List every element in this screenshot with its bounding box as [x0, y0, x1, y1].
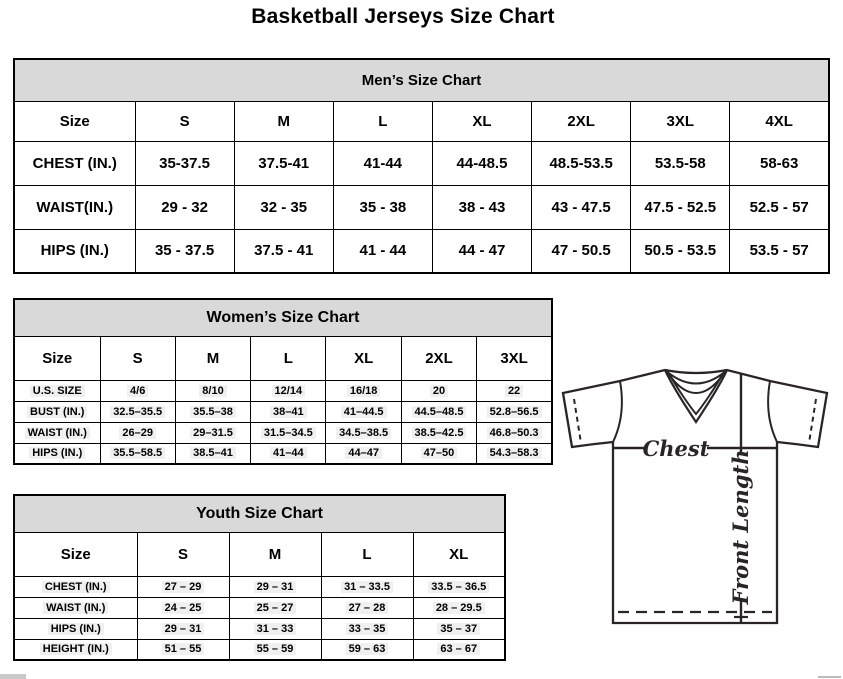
col-header-xl: XL	[413, 532, 505, 576]
table-row-chest	[14, 141, 829, 185]
size-value-cell: 41 - 44	[333, 229, 432, 273]
col-header-m: M	[234, 101, 333, 141]
size-value-cell: 47–50	[401, 443, 476, 464]
table-caption-row	[14, 59, 829, 101]
col-header-2xl: 2XL	[532, 101, 631, 141]
size-value-cell: 28 – 29.5	[413, 597, 505, 618]
size-value-cell: 38–41	[251, 401, 326, 422]
col-header-m: M	[229, 532, 321, 576]
size-value-cell: 47 - 50.5	[532, 229, 631, 273]
size-value-cell: 22	[477, 380, 552, 401]
size-value-cell: 35 – 37	[413, 618, 505, 639]
col-header-l: L	[321, 532, 413, 576]
table-row-hips	[14, 618, 505, 639]
col-header-size: Size	[14, 532, 137, 576]
youth-size-chart-table	[13, 494, 506, 661]
size-value-cell: 63 – 67	[413, 639, 505, 660]
size-value-cell: 35-37.5	[135, 141, 234, 185]
col-header-l: L	[251, 336, 326, 380]
col-header-s: S	[137, 532, 229, 576]
size-value-cell: 52.8–56.5	[477, 401, 552, 422]
size-value-cell: 27 – 29	[137, 576, 229, 597]
size-value-cell: 26–29	[100, 422, 175, 443]
table-row-height	[14, 639, 505, 660]
row-label: CHEST (IN.)	[14, 576, 137, 597]
header-row	[14, 336, 552, 380]
size-value-cell: 44-48.5	[432, 141, 531, 185]
table-row-waist	[14, 185, 829, 229]
col-header-s: S	[100, 336, 175, 380]
table-row-waist	[14, 422, 552, 443]
col-header-2xl: 2XL	[401, 336, 476, 380]
size-value-cell: 31.5–34.5	[251, 422, 326, 443]
size-value-cell: 25 – 27	[229, 597, 321, 618]
size-value-cell: 29–31.5	[175, 422, 250, 443]
header-row	[14, 532, 505, 576]
size-value-cell: 8/10	[175, 380, 250, 401]
size-value-cell: 54.3–58.3	[477, 443, 552, 464]
jersey-measurement-diagram	[555, 360, 843, 679]
size-value-cell: 41–44.5	[326, 401, 401, 422]
size-value-cell: 53.5 - 57	[730, 229, 829, 273]
size-value-cell: 29 – 31	[137, 618, 229, 639]
scrollbar-fragment-right[interactable]	[818, 676, 841, 678]
size-value-cell: 31 – 33	[229, 618, 321, 639]
header-row	[14, 101, 829, 141]
size-value-cell: 48.5-53.5	[532, 141, 631, 185]
row-label: HIPS (IN.)	[14, 443, 100, 464]
size-value-cell: 33.5 – 36.5	[413, 576, 505, 597]
size-value-cell: 44 - 47	[432, 229, 531, 273]
jersey-outline	[563, 370, 827, 623]
womens-chart-title: Women’s Size Chart	[14, 299, 552, 336]
col-header-m: M	[175, 336, 250, 380]
size-value-cell: 24 – 25	[137, 597, 229, 618]
size-value-cell: 12/14	[251, 380, 326, 401]
size-value-cell: 41–44	[251, 443, 326, 464]
front-length-measure-label: Front Length	[728, 449, 753, 605]
size-value-cell: 20	[401, 380, 476, 401]
womens-size-chart-table	[13, 298, 553, 465]
size-value-cell: 43 - 47.5	[532, 185, 631, 229]
youth-chart-title: Youth Size Chart	[14, 495, 505, 532]
table-row-hips	[14, 229, 829, 273]
size-value-cell: 32.5–35.5	[100, 401, 175, 422]
row-label: WAIST (IN.)	[14, 597, 137, 618]
table-caption-row	[14, 299, 552, 336]
row-label: HEIGHT (IN.)	[14, 639, 137, 660]
mens-chart-title: Men’s Size Chart	[14, 59, 829, 101]
size-value-cell: 38.5–42.5	[401, 422, 476, 443]
size-value-cell: 44–47	[326, 443, 401, 464]
size-value-cell: 35 - 38	[333, 185, 432, 229]
right-armhole-seam	[768, 381, 777, 442]
size-value-cell: 38 - 43	[432, 185, 531, 229]
chest-measure-label: Chest	[642, 436, 710, 461]
size-value-cell: 35.5–58.5	[100, 443, 175, 464]
size-value-cell: 37.5 - 41	[234, 229, 333, 273]
size-value-cell: 29 – 31	[229, 576, 321, 597]
table-caption-row	[14, 495, 505, 532]
table-row-bust	[14, 401, 552, 422]
row-label: WAIST (IN.)	[14, 422, 100, 443]
size-value-cell: 47.5 - 52.5	[631, 185, 730, 229]
size-value-cell: 31 – 33.5	[321, 576, 413, 597]
size-value-cell: 37.5-41	[234, 141, 333, 185]
table-row-hips	[14, 443, 552, 464]
row-label: BUST (IN.)	[14, 401, 100, 422]
size-value-cell: 34.5–38.5	[326, 422, 401, 443]
size-value-cell: 16/18	[326, 380, 401, 401]
col-header-xl: XL	[432, 101, 531, 141]
size-value-cell: 4/6	[100, 380, 175, 401]
size-value-cell: 58-63	[730, 141, 829, 185]
row-label: HIPS (IN.)	[14, 229, 135, 273]
horizontal-scrollbar-thumb-fragment[interactable]	[0, 674, 26, 679]
size-value-cell: 51 – 55	[137, 639, 229, 660]
size-value-cell: 32 - 35	[234, 185, 333, 229]
col-header-size: Size	[14, 336, 100, 380]
size-value-cell: 27 – 28	[321, 597, 413, 618]
size-value-cell: 35.5–38	[175, 401, 250, 422]
col-header-l: L	[333, 101, 432, 141]
col-header-size: Size	[14, 101, 135, 141]
row-label: WAIST(IN.)	[14, 185, 135, 229]
left-armhole-seam	[613, 381, 622, 442]
table-row-us-size	[14, 380, 552, 401]
row-label: HIPS (IN.)	[14, 618, 137, 639]
table-row-waist	[14, 597, 505, 618]
col-header-3xl: 3XL	[631, 101, 730, 141]
col-header-3xl: 3XL	[477, 336, 552, 380]
row-label: U.S. SIZE	[14, 380, 100, 401]
size-value-cell: 35 - 37.5	[135, 229, 234, 273]
size-value-cell: 41-44	[333, 141, 432, 185]
size-value-cell: 50.5 - 53.5	[631, 229, 730, 273]
row-label: CHEST (IN.)	[14, 141, 135, 185]
size-value-cell: 53.5-58	[631, 141, 730, 185]
size-value-cell: 38.5–41	[175, 443, 250, 464]
right-cuff-dashed-line	[809, 399, 816, 443]
page-title: Basketball Jerseys Size Chart	[251, 5, 555, 28]
left-cuff-dashed-line	[574, 399, 581, 443]
col-header-4xl: 4XL	[730, 101, 829, 141]
size-value-cell: 46.8–50.3	[477, 422, 552, 443]
table-row-chest	[14, 576, 505, 597]
size-value-cell: 55 – 59	[229, 639, 321, 660]
size-value-cell: 44.5–48.5	[401, 401, 476, 422]
size-value-cell: 52.5 - 57	[730, 185, 829, 229]
col-header-s: S	[135, 101, 234, 141]
size-value-cell: 29 - 32	[135, 185, 234, 229]
size-value-cell: 33 – 35	[321, 618, 413, 639]
col-header-xl: XL	[326, 336, 401, 380]
size-value-cell: 59 – 63	[321, 639, 413, 660]
mens-size-chart-table	[13, 58, 830, 274]
